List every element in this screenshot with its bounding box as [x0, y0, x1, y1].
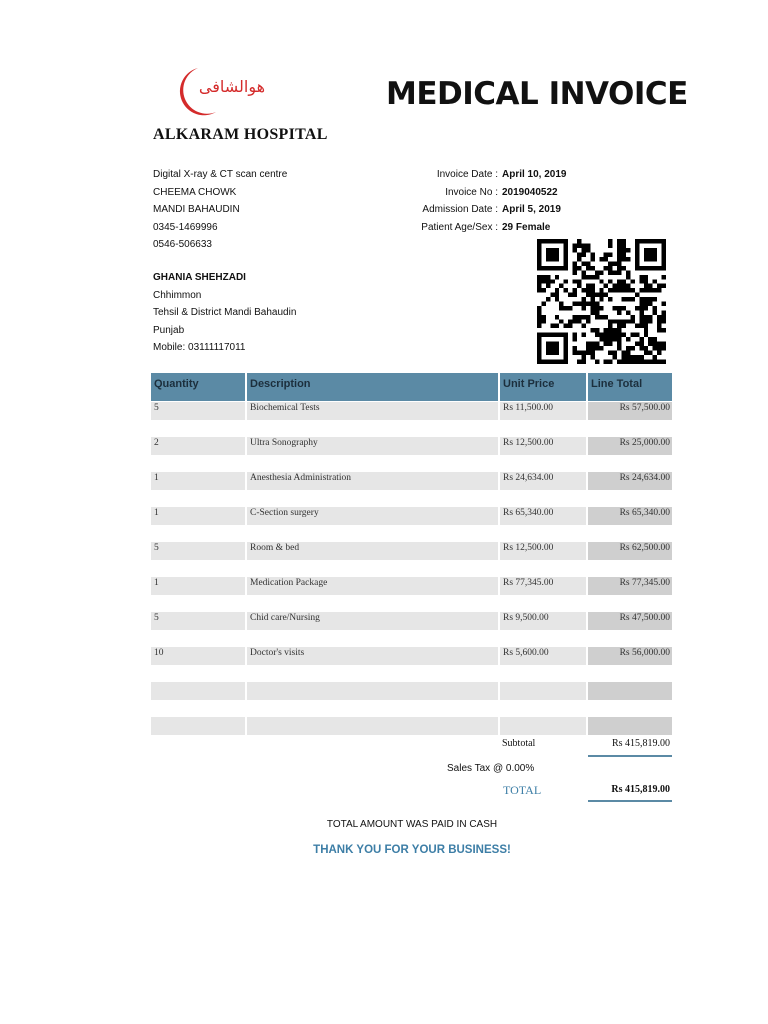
sales-tax-label: Sales Tax @ 0.00% [447, 763, 535, 774]
subtotal-divider [588, 755, 672, 757]
total-value: Rs 415,819.00 [611, 784, 670, 795]
row-description [247, 682, 500, 700]
row-unit-price: Rs 77,345.00 [500, 577, 588, 595]
header-quantity: Quantity [151, 373, 247, 401]
row-unit-price: Rs 12,500.00 [500, 542, 588, 560]
crescent-logo-icon [172, 62, 272, 122]
row-quantity: 5 [151, 542, 247, 560]
hospital-info-line: 0345-1469996 [153, 221, 218, 233]
row-unit-price [500, 682, 588, 700]
row-unit-price: Rs 12,500.00 [500, 437, 588, 455]
row-description: Chid care/Nursing [247, 612, 500, 630]
logo-calligraphy: هوالشافی [198, 77, 266, 96]
admission-date-label: Admission Date : [422, 204, 498, 215]
row-description: Biochemical Tests [247, 402, 500, 420]
thank-you-message: THANK YOU FOR YOUR BUSINESS! [313, 844, 511, 856]
row-description: Doctor's visits [247, 647, 500, 665]
patient-mobile: Mobile: 03111117011 [153, 342, 246, 353]
row-quantity: 5 [151, 402, 247, 420]
row-description: Ultra Sonography [247, 437, 500, 455]
subtotal-label: Subtotal [502, 738, 536, 749]
table-row [151, 402, 672, 420]
table-row [151, 577, 672, 595]
row-description: C-Section surgery [247, 507, 500, 525]
row-line-total: Rs 25,000.00 [588, 437, 672, 455]
invoice-items-table [151, 373, 672, 735]
total-divider [588, 800, 672, 802]
row-unit-price: Rs 9,500.00 [500, 612, 588, 630]
total-label: TOTAL [503, 783, 542, 797]
hospital-info-line: Digital X-ray & CT scan centre [153, 169, 288, 180]
row-unit-price: Rs 11,500.00 [500, 402, 588, 420]
row-line-total: Rs 47,500.00 [588, 612, 672, 630]
row-description [247, 717, 500, 735]
patient-age-sex-value: 29 Female [502, 221, 551, 233]
row-quantity [151, 717, 247, 735]
header-description: Description [247, 373, 500, 401]
admission-date-value: April 5, 2019 [502, 204, 561, 215]
row-unit-price: Rs 65,340.00 [500, 507, 588, 525]
invoice-number-label: Invoice No : [445, 186, 498, 198]
row-description: Medication Package [247, 577, 500, 595]
patient-address-line: Punjab [153, 324, 185, 336]
header-line-total: Line Total [591, 378, 643, 390]
row-line-total: Rs 65,340.00 [588, 507, 672, 525]
row-description: Room & bed [247, 542, 500, 560]
table-row [151, 612, 672, 630]
table-row [151, 507, 672, 525]
patient-address-line: Tehsil & District Mandi Bahaudin [153, 307, 297, 318]
row-line-total: Rs 62,500.00 [588, 542, 672, 560]
invoice-meta [360, 166, 566, 236]
admission-date-row [360, 201, 566, 219]
row-line-total: Rs 24,634.00 [588, 472, 672, 490]
row-quantity: 1 [151, 472, 247, 490]
hospital-logo [172, 62, 272, 122]
row-line-total: Rs 77,345.00 [588, 577, 672, 595]
subtotal-value: Rs 415,819.00 [611, 738, 670, 749]
table-body [151, 402, 672, 735]
invoice-number-row [360, 184, 566, 202]
table-row [151, 717, 672, 735]
patient-name: GHANIA SHEHZADI [153, 272, 246, 283]
row-quantity: 2 [151, 437, 247, 455]
invoice-date-value: April 10, 2019 [502, 169, 567, 180]
table-header [151, 373, 672, 401]
table-row [151, 647, 672, 665]
hospital-name: ALKARAM HOSPITAL [153, 126, 328, 143]
qr-code-icon [537, 239, 666, 364]
hospital-info-line: CHEEMA CHOWK [153, 186, 237, 198]
payment-note: TOTAL AMOUNT WAS PAID IN CASH [326, 819, 498, 830]
document-title: MEDICAL INVOICE [386, 76, 688, 112]
hospital-info [153, 166, 287, 254]
invoice-date-label: Invoice Date : [436, 169, 498, 180]
row-unit-price: Rs 24,634.00 [500, 472, 588, 490]
row-quantity: 1 [151, 507, 247, 525]
row-quantity [151, 682, 247, 700]
table-row [151, 542, 672, 560]
table-row [151, 437, 672, 455]
table-row [151, 472, 672, 490]
patient-age-sex-row [360, 219, 566, 237]
hospital-info-line: MANDI BAHAUDIN [153, 204, 240, 215]
row-line-total [588, 717, 672, 735]
hospital-info-line: 0546-506633 [153, 239, 212, 250]
patient-block [153, 269, 296, 357]
row-line-total: Rs 56,000.00 [588, 647, 672, 665]
row-quantity: 10 [151, 647, 247, 665]
row-unit-price [500, 717, 588, 735]
invoice-date-row [360, 166, 566, 184]
header-unit-price: Unit Price [500, 373, 588, 401]
invoice-number-value: 2019040522 [502, 186, 558, 198]
row-quantity: 1 [151, 577, 247, 595]
row-quantity: 5 [151, 612, 247, 630]
row-unit-price: Rs 5,600.00 [500, 647, 588, 665]
row-line-total [588, 682, 672, 700]
table-row [151, 682, 672, 700]
row-line-total: Rs 57,500.00 [588, 402, 672, 420]
patient-age-sex-label: Patient Age/Sex : [421, 221, 498, 233]
row-description: Anesthesia Administration [247, 472, 500, 490]
patient-address-line: Chhimmon [153, 289, 202, 301]
